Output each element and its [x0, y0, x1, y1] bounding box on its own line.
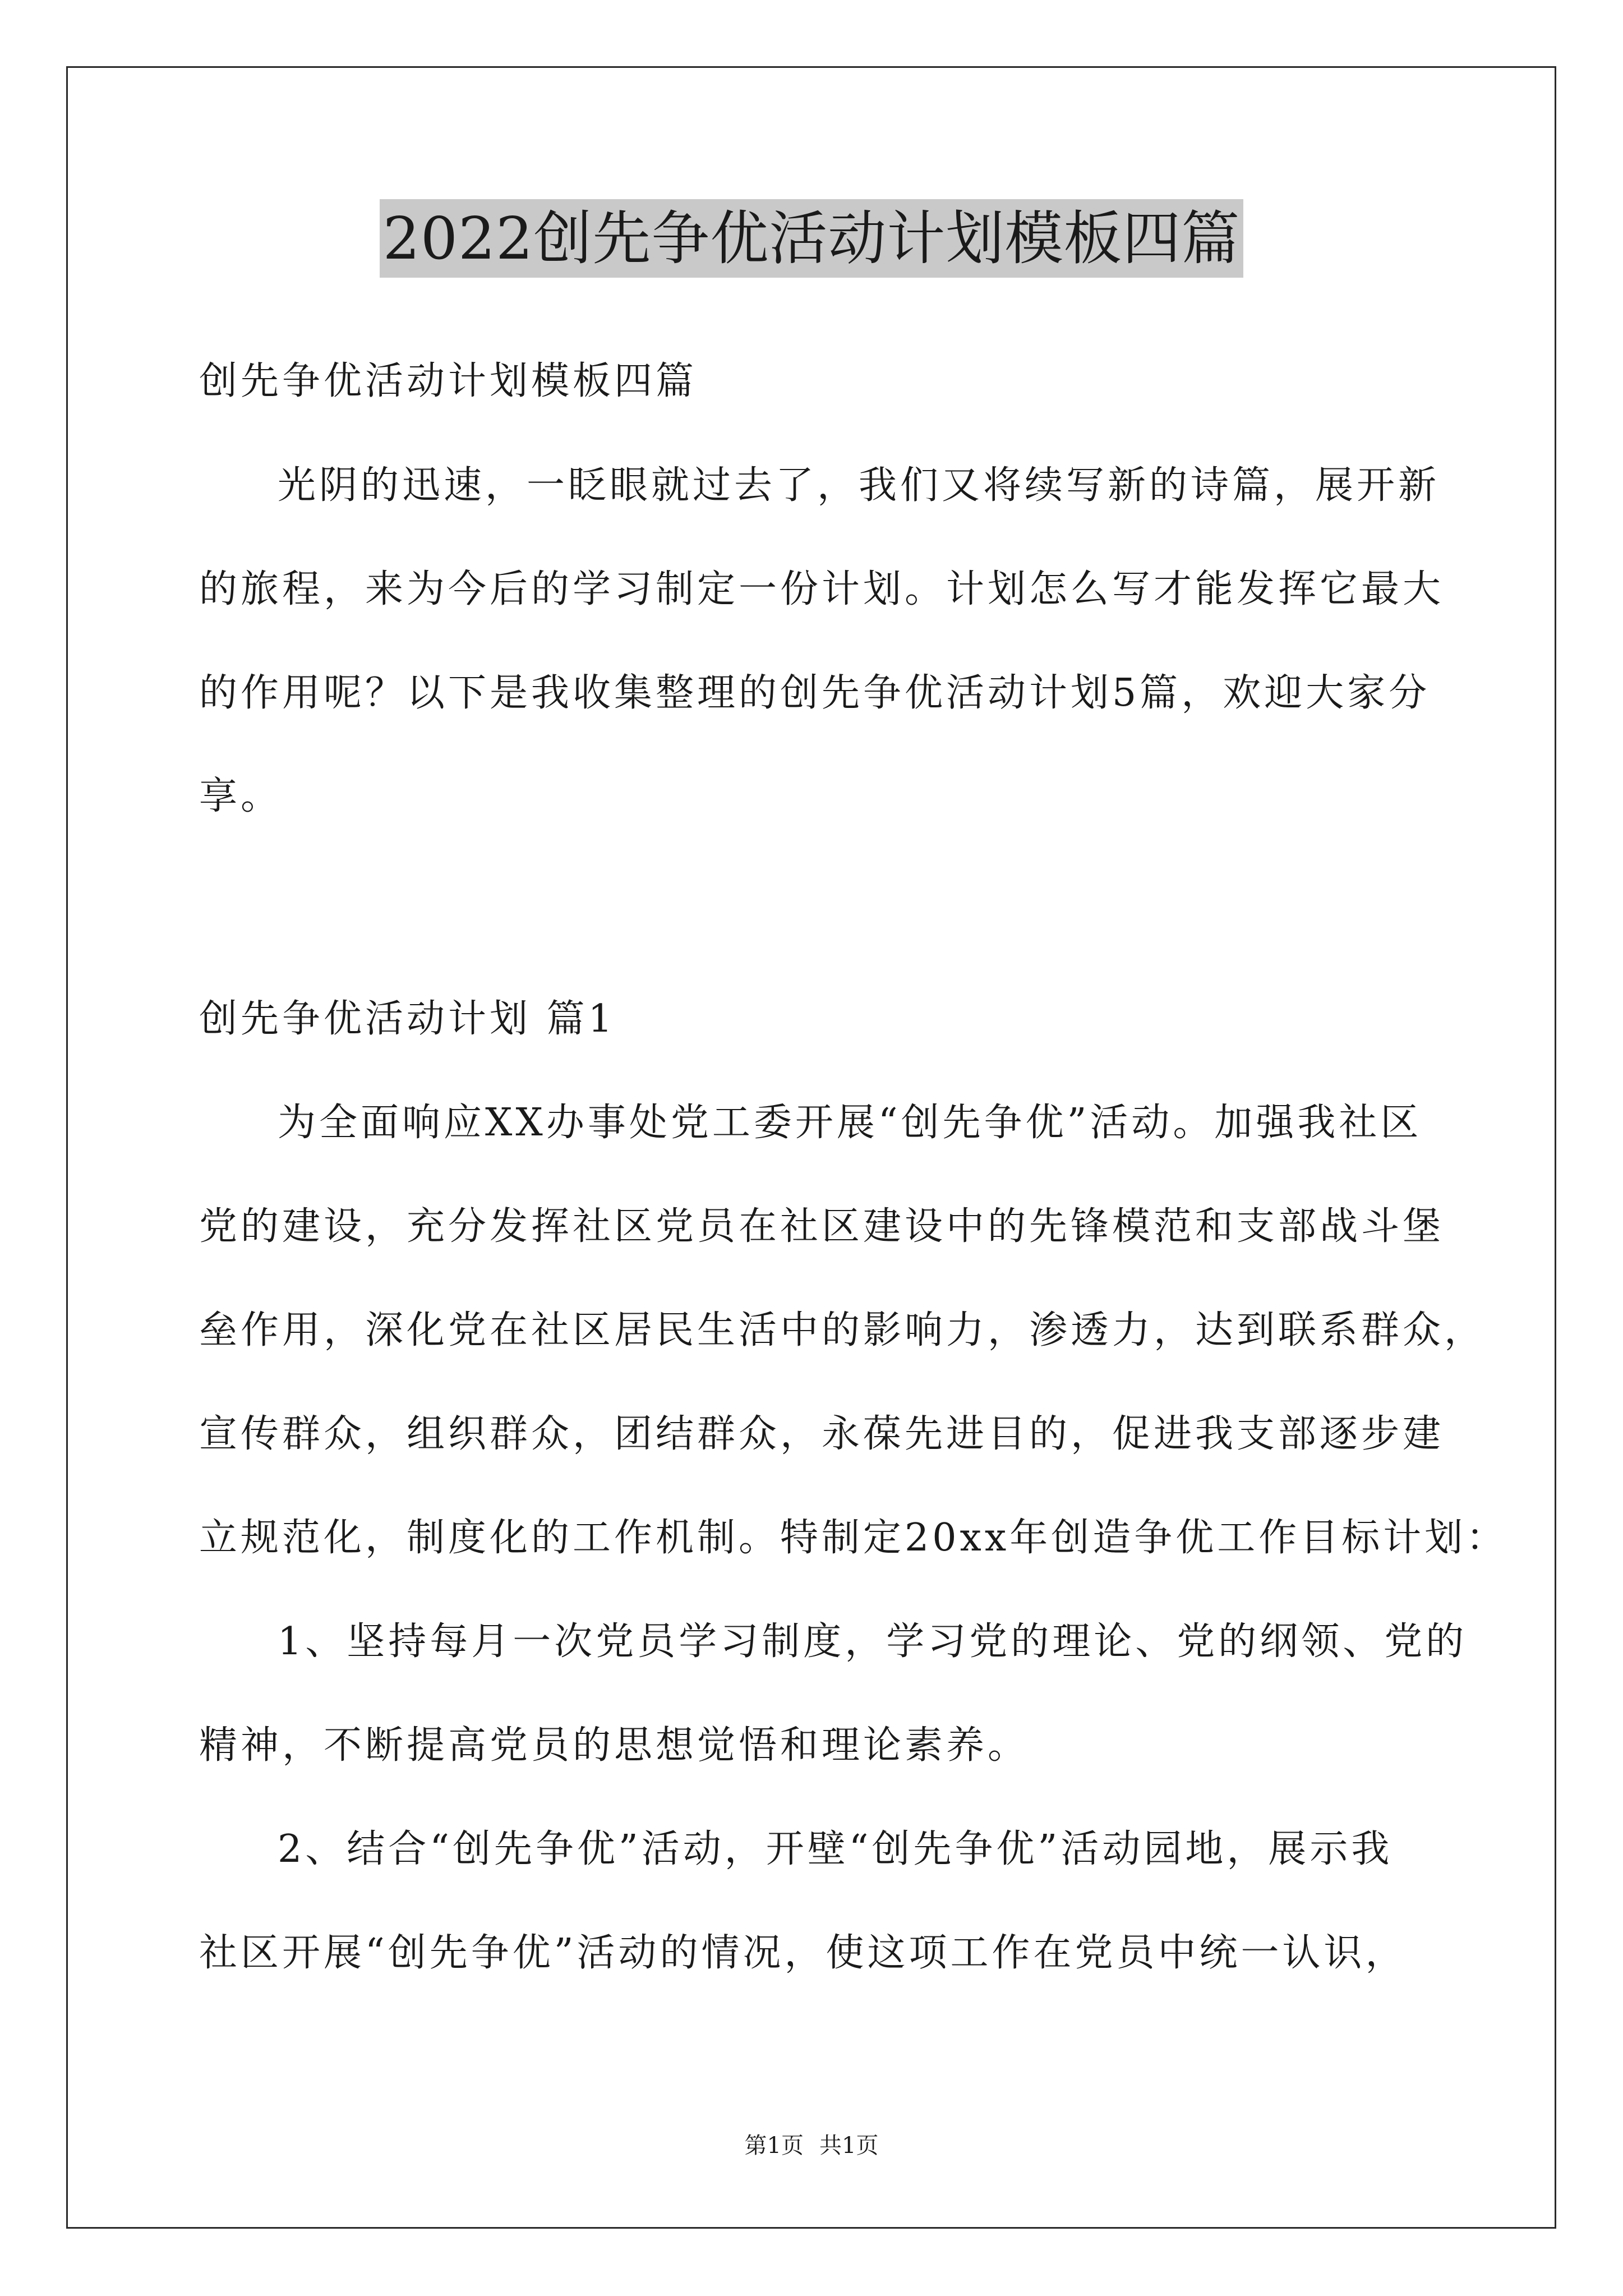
- section-line-2: 党的建设，充分发挥社区党员在社区建设中的先锋模范和支部战斗堡: [199, 1204, 1445, 1249]
- list-item-2-line-2: 社区开展“创先争优”活动的情况，使这项工作在党员中统一认识，: [199, 1931, 1407, 1975]
- section-line-5: 立规范化，制度化的工作机制。特制定20xx年创造争优工作目标计划：: [199, 1516, 1508, 1560]
- subtitle: 创先争优活动计划模板四篇: [199, 359, 698, 403]
- list-item-1-line-2: 精神，不断提高党员的思想觉悟和理论素养。: [199, 1723, 1030, 1768]
- intro-line-2: 的旅程，来为今后的学习制定一份计划。计划怎么写才能发挥它最大: [199, 567, 1445, 611]
- page-current: 第1页: [744, 2133, 804, 2159]
- section-heading: 创先争优活动计划 篇1: [199, 997, 616, 1041]
- intro-line-3: 的作用呢？以下是我收集整理的创先争优活动计划5篇，欢迎大家分: [199, 671, 1431, 715]
- page-footer: [0, 2132, 1623, 2160]
- section-line-3: 垒作用，深化党在社区居民生活中的影响力，渗透力，达到联系群众，: [199, 1308, 1486, 1352]
- intro-line-1: 光阴的迅速，一眨眼就过去了，我们又将续写新的诗篇，展开新: [278, 463, 1440, 508]
- list-item-2-line-1: 2、结合“创先争优”活动，开壁“创先争优”活动园地，展示我: [278, 1827, 1393, 1871]
- document-title: 2022创先争优活动计划模板四篇: [380, 199, 1244, 278]
- title-container: [0, 199, 1623, 278]
- section-line-4: 宣传群众，组织群众，团结群众，永葆先进目的，促进我支部逐步建: [199, 1412, 1445, 1456]
- page-total: 共1页: [819, 2133, 879, 2159]
- intro-line-4: 享。: [199, 774, 283, 818]
- section-line-1: 为全面响应XX办事处党工委开展“创先争优”活动。加强我社区: [278, 1101, 1422, 1145]
- list-item-1-line-1: 1、坚持每月一次党员学习制度，学习党的理论、党的纲领、党的: [278, 1619, 1468, 1664]
